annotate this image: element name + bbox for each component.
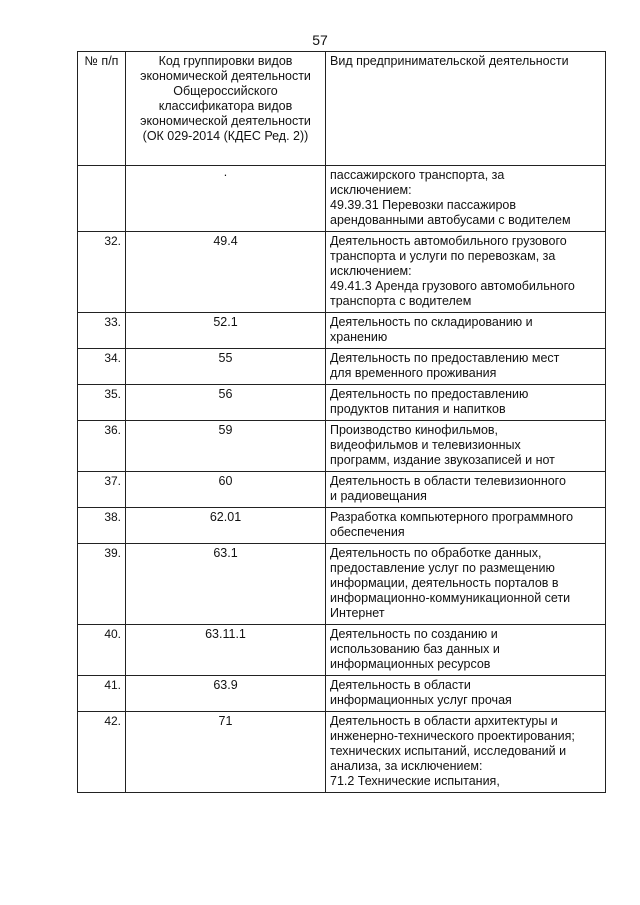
description-line: информационных услуг прочая: [330, 693, 512, 707]
table-row: [78, 472, 606, 508]
table-row: [78, 313, 606, 349]
row-number: 41.: [78, 676, 126, 712]
row-code: 63.11.1: [126, 625, 326, 676]
description-line: 49.39.31 Перевозки пассажиров: [330, 198, 516, 212]
description-line: программ, издание звукозаписей и нот: [330, 453, 555, 467]
table-row: [78, 676, 606, 712]
description-line: Деятельность в области архитектуры и: [330, 714, 558, 728]
description-line: Интернет: [330, 606, 385, 620]
row-code: 49.4: [126, 232, 326, 313]
row-description: [326, 349, 606, 385]
description-line: Разработка компьютерного программного: [330, 510, 574, 524]
row-number: 40.: [78, 625, 126, 676]
description-line: информационных ресурсов: [330, 657, 491, 671]
row-number: 32.: [78, 232, 126, 313]
header-code: [126, 52, 326, 166]
row-code: 71: [126, 712, 326, 793]
row-number: 35.: [78, 385, 126, 421]
description-line: информационно-коммуникационной сети: [330, 591, 571, 605]
description-line: Деятельность в области телевизионного: [330, 474, 566, 488]
description-line: 71.2 Технические испытания,: [330, 774, 500, 788]
table-row: [78, 232, 606, 313]
table-row: [78, 508, 606, 544]
row-number: 34.: [78, 349, 126, 385]
row-description: [326, 421, 606, 472]
row-description: [326, 385, 606, 421]
description-line: Деятельность по предоставлению мест: [330, 351, 560, 365]
row-number: 36.: [78, 421, 126, 472]
description-line: Деятельность в области: [330, 678, 471, 692]
description-line: предоставление услуг по размещению: [330, 561, 555, 575]
header-code-line: экономической деятельности: [140, 69, 311, 83]
row-code: 59: [126, 421, 326, 472]
row-number: 37.: [78, 472, 126, 508]
description-line: инженерно-технического проектирования;: [330, 729, 575, 743]
description-line: арендованными автобусами с водителем: [330, 213, 571, 227]
description-line: хранению: [330, 330, 388, 344]
row-number: 42.: [78, 712, 126, 793]
description-line: технических испытаний, исследований и: [330, 744, 567, 758]
activity-table: [77, 51, 606, 793]
header-desc: Вид предпринимательской деятельности: [326, 52, 606, 166]
description-line: и радиовещания: [330, 489, 427, 503]
row-description: [326, 166, 606, 232]
row-description: [326, 544, 606, 625]
row-code: 63.9: [126, 676, 326, 712]
row-description: [326, 508, 606, 544]
table-body: [78, 166, 606, 793]
description-line: Деятельность автомобильного грузового: [330, 234, 567, 248]
description-line: обеспечения: [330, 525, 405, 539]
row-number: [78, 166, 126, 232]
row-code: 55: [126, 349, 326, 385]
description-line: Деятельность по предоставлению: [330, 387, 529, 401]
row-description: [326, 625, 606, 676]
row-code: 52.1: [126, 313, 326, 349]
row-description: [326, 313, 606, 349]
row-description: [326, 676, 606, 712]
table-row: [78, 166, 606, 232]
header-code-line: Общероссийского: [173, 84, 278, 98]
description-line: анализа, за исключением:: [330, 759, 483, 773]
table-row: [78, 385, 606, 421]
row-code: 63.1: [126, 544, 326, 625]
description-line: исключением:: [330, 183, 412, 197]
header-num: № п/п: [78, 52, 126, 166]
row-code: 56: [126, 385, 326, 421]
header-code-line: (ОК 029-2014 (КДЕС Ред. 2)): [142, 129, 309, 143]
page-number: 57: [312, 32, 328, 48]
description-line: исключением:: [330, 264, 412, 278]
row-code: ·: [126, 166, 326, 232]
row-code: 60: [126, 472, 326, 508]
description-line: использованию баз данных и: [330, 642, 500, 656]
row-number: 33.: [78, 313, 126, 349]
row-description: [326, 712, 606, 793]
description-line: транспорта с водителем: [330, 294, 472, 308]
description-line: Деятельность по созданию и: [330, 627, 498, 641]
description-line: транспорта и услуги по перевозкам, за: [330, 249, 556, 263]
table-row: [78, 544, 606, 625]
row-code: 62.01: [126, 508, 326, 544]
description-line: 49.41.3 Аренда грузового автомобильного: [330, 279, 575, 293]
description-line: информации, деятельность порталов в: [330, 576, 559, 590]
description-line: пассажирского транспорта, за: [330, 168, 505, 182]
table-row: [78, 421, 606, 472]
row-description: [326, 232, 606, 313]
header-code-line: Код группировки видов: [158, 54, 293, 68]
table-row: [78, 625, 606, 676]
row-number: 39.: [78, 544, 126, 625]
row-description: [326, 472, 606, 508]
description-line: Производство кинофильмов,: [330, 423, 499, 437]
table-row: [78, 712, 606, 793]
table-header-row: [78, 52, 606, 166]
description-line: Деятельность по складированию и: [330, 315, 533, 329]
description-line: продуктов питания и напитков: [330, 402, 506, 416]
header-code-line: экономической деятельности: [140, 114, 311, 128]
description-line: Деятельность по обработке данных,: [330, 546, 542, 560]
header-code-line: классификатора видов: [158, 99, 293, 113]
description-line: для временного проживания: [330, 366, 497, 380]
description-line: видеофильмов и телевизионных: [330, 438, 521, 452]
row-number: 38.: [78, 508, 126, 544]
table-row: [78, 349, 606, 385]
